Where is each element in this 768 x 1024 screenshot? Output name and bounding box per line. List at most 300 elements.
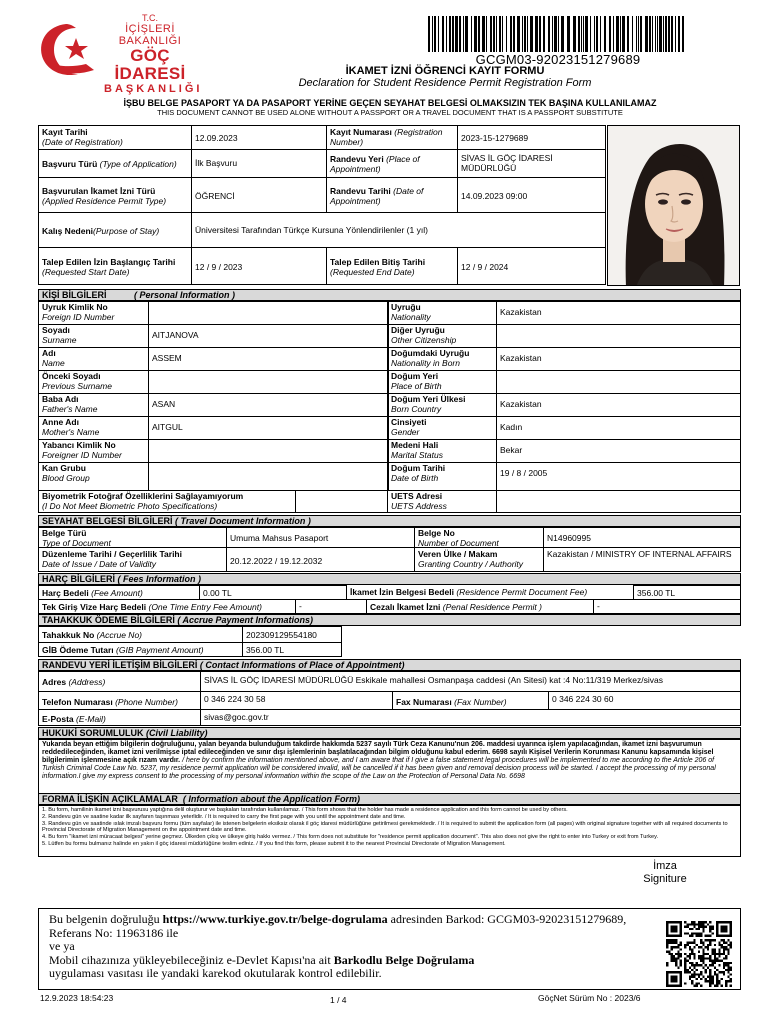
qr-module xyxy=(707,980,709,982)
qr-module xyxy=(673,980,675,982)
gib-label: GİB Ödeme Tutarı (GIB Payment Amount) xyxy=(38,642,243,657)
qr-module xyxy=(680,978,682,980)
qr-module xyxy=(712,962,714,964)
qr-module xyxy=(721,928,723,930)
birth-place-value xyxy=(496,370,741,394)
qr-module xyxy=(712,926,714,928)
qr-module xyxy=(696,923,698,925)
qr-module xyxy=(730,926,732,928)
qr-module xyxy=(712,976,714,978)
qr-module xyxy=(721,935,723,937)
qr-module xyxy=(680,935,682,937)
qr-module xyxy=(725,982,727,984)
qr-module xyxy=(707,967,709,969)
barcode-bar xyxy=(649,16,651,52)
qr-module xyxy=(718,935,720,937)
qr-module xyxy=(705,926,707,928)
qr-module xyxy=(702,953,704,955)
qr-module xyxy=(716,928,718,930)
qr-module xyxy=(673,926,675,928)
qr-module xyxy=(691,953,693,955)
qr-module xyxy=(712,932,714,934)
travel-section-header: SEYAHAT BELGESİ BİLGİLERİ ( Travel Document Information ) xyxy=(38,515,741,527)
qr-module xyxy=(700,955,702,957)
permit-type-label: Başvurulan İkamet İzni Türü (Applied Residence Permit Type) xyxy=(38,177,192,213)
qr-module xyxy=(725,985,727,987)
qr-module xyxy=(707,946,709,948)
app-type-value: İlk Başvuru xyxy=(191,149,327,178)
qr-module xyxy=(707,944,709,946)
qr-module xyxy=(709,955,711,957)
note-5: 5. Lütfen bu formu bulmanız halinde en yakın il göç idaresi müdürlüğüne teslim ediniz. / If you find this form, please submit it to the nearest Provincial Directorate of Migration Management. xyxy=(42,840,506,847)
qr-module xyxy=(691,923,693,925)
qr-module xyxy=(671,955,673,957)
qr-module xyxy=(686,932,688,934)
qr-module xyxy=(730,930,732,932)
qr-module xyxy=(712,953,714,955)
doc-no-value: N14960995 xyxy=(543,527,741,548)
qr-module xyxy=(675,953,677,955)
barcode-bar xyxy=(530,16,533,52)
qr-module xyxy=(730,935,732,937)
qr-module xyxy=(709,939,711,941)
nationality-label: Uyruğu Nationality xyxy=(387,301,497,325)
qr-module xyxy=(698,951,700,953)
qr-module xyxy=(714,967,716,969)
end-date-label: Talep Edilen Bitiş Tarihi (Requested End Date) xyxy=(326,247,458,285)
qr-module xyxy=(730,967,732,969)
qr-module xyxy=(673,971,675,973)
barcode-text: GCGM03-92023151279689 xyxy=(475,52,641,67)
qr-module xyxy=(723,971,725,973)
barcode-bar xyxy=(668,16,670,52)
purpose-value: Üniversitesi Tarafından Türkçe Kursuna Yönlendirilenler (1 yıl) xyxy=(191,212,606,248)
qr-module xyxy=(727,948,729,950)
qr-module xyxy=(718,982,720,984)
qr-module xyxy=(723,939,725,941)
barcode-bar xyxy=(675,16,676,52)
reg-date-value: 12.09.2023 xyxy=(191,125,327,150)
qr-module xyxy=(716,969,718,971)
qr-module xyxy=(689,953,691,955)
qr-module xyxy=(668,921,670,923)
qr-module xyxy=(707,976,709,978)
appt-place-label: Randevu Yeri (Place of Appointment) xyxy=(326,149,458,178)
qr-module xyxy=(671,926,673,928)
barcode-bar xyxy=(432,16,433,52)
reg-date-label: Kayıt Tarihi (Date of Registration) xyxy=(38,125,192,150)
qr-module xyxy=(671,978,673,980)
qr-module xyxy=(705,939,707,941)
surname-label: Soyadı Surname xyxy=(38,324,149,348)
barcode-bar xyxy=(678,16,680,52)
barcode-bar xyxy=(636,16,637,52)
barcode-bar xyxy=(438,16,439,52)
note-1: 1. Bu form, hamilinin ikamet izni başvurusu yaptığına delil oluşturur ve başkaları tarafından kullanılamaz. / This form shows that the holder has made a residence application and this form cannot be used by others. xyxy=(42,807,568,813)
email-value: sivas@goc.gov.tr xyxy=(200,709,741,726)
qr-module xyxy=(673,935,675,937)
address-label: Adres (Address) xyxy=(38,671,201,692)
qr-module xyxy=(718,944,720,946)
qr-module xyxy=(686,923,688,925)
qr-module xyxy=(700,971,702,973)
qr-module xyxy=(705,957,707,959)
qr-module xyxy=(700,973,702,975)
contact-section-header: RANDEVU YERİ İLETİŞİM BİLGİLERİ ( Contact Informations of Place of Appointment) xyxy=(38,659,741,671)
qr-module xyxy=(698,976,700,978)
qr-module xyxy=(671,985,673,987)
qr-module xyxy=(723,928,725,930)
qr-module xyxy=(725,926,727,928)
doc-fee-label: İkamet İzin Belgesi Bedeli (Residence Permit Document Fee) xyxy=(346,585,634,600)
qr-module xyxy=(693,964,695,966)
qr-module xyxy=(709,960,711,962)
qr-module xyxy=(714,985,716,987)
qr-module xyxy=(689,971,691,973)
qr-module xyxy=(693,957,695,959)
qr-module xyxy=(723,948,725,950)
qr-module xyxy=(677,946,679,948)
qr-module xyxy=(723,951,725,953)
qr-module xyxy=(666,964,668,966)
qr-module xyxy=(684,932,686,934)
barcode-bar xyxy=(434,16,436,52)
qr-module xyxy=(689,928,691,930)
qr-module xyxy=(671,941,673,943)
qr-module xyxy=(702,928,704,930)
qr-module xyxy=(693,941,695,943)
qr-module xyxy=(730,969,732,971)
qr-module xyxy=(725,957,727,959)
qr-module xyxy=(705,980,707,982)
qr-module xyxy=(675,935,677,937)
qr-module xyxy=(666,982,668,984)
gib-value: 356.00 TL xyxy=(242,642,342,657)
qr-module xyxy=(698,923,700,925)
qr-module xyxy=(709,928,711,930)
qr-module xyxy=(700,978,702,980)
qr-module xyxy=(671,930,673,932)
qr-module xyxy=(677,967,679,969)
fees-section-header: HARÇ BİLGİLERİ ( Fees Information ) xyxy=(38,573,741,585)
qr-module xyxy=(680,955,682,957)
qr-module xyxy=(707,953,709,955)
barcode-bar xyxy=(585,16,588,52)
qr-module xyxy=(727,976,729,978)
barcode-bar xyxy=(640,16,642,52)
qr-module xyxy=(673,955,675,957)
qr-module xyxy=(727,953,729,955)
qr-module xyxy=(680,921,682,923)
qr-module xyxy=(684,967,686,969)
qr-module xyxy=(689,957,691,959)
barcode-bar xyxy=(622,16,625,52)
qr-module xyxy=(698,957,700,959)
biometric-label: Biyometrik Fotoğraf Özelliklerini Sağlayamıyorum (I Do Not Meet Biometric Photo Specifications) xyxy=(38,490,296,513)
qr-module xyxy=(666,978,668,980)
qr-module xyxy=(700,960,702,962)
qr-module xyxy=(673,939,675,941)
qr-module xyxy=(707,923,709,925)
qr-module xyxy=(712,960,714,962)
qr-module xyxy=(718,964,720,966)
qr-module xyxy=(716,982,718,984)
qr-module xyxy=(712,939,714,941)
logo-text xyxy=(104,13,203,95)
mother-value: AITGUL xyxy=(148,416,389,440)
qr-module xyxy=(714,962,716,964)
qr-module xyxy=(705,946,707,948)
qr-module xyxy=(680,976,682,978)
prev-surname-value xyxy=(148,370,389,394)
barcode-bar xyxy=(659,16,662,52)
qr-module xyxy=(702,944,704,946)
doc-no-label: Belge No Number of Document xyxy=(414,527,544,548)
qr-module xyxy=(721,978,723,980)
visa-fee-value: - xyxy=(295,599,367,614)
qr-module xyxy=(677,955,679,957)
qr-module xyxy=(730,978,732,980)
qr-module xyxy=(725,930,727,932)
qr-module xyxy=(671,946,673,948)
qr-module xyxy=(716,985,718,987)
qr-module xyxy=(671,928,673,930)
personal-section-header: KİŞİ BİLGİLERİ ( Personal Information ) xyxy=(38,289,741,301)
other-cit-label: Diğer Uyruğu Other Citizenship xyxy=(387,324,497,348)
note-3: 3. Randevu gün ve saatinde ıslak imzalı başvuru formu (tüm sayfalar) ile istenen belgelerin eksiksiz olarak il göç idaresi müdürlüğüne getirilmesi gerekmektedir. / It is required to submit the application form (all pages) with original signature together with all required documents to Provincial Directorate of Migration Management on the appointment date and time. xyxy=(42,820,728,834)
qr-module xyxy=(709,930,711,932)
qr-module xyxy=(702,926,704,928)
qr-module xyxy=(714,957,716,959)
qr-module xyxy=(712,948,714,950)
qr-module xyxy=(702,948,704,950)
qr-module xyxy=(696,982,698,984)
qr-module xyxy=(671,971,673,973)
qr-module xyxy=(698,935,700,937)
qr-module xyxy=(700,957,702,959)
barcode-bar xyxy=(627,16,629,52)
qr-module xyxy=(702,957,704,959)
qr-module xyxy=(673,960,675,962)
qr-module xyxy=(716,957,718,959)
footer-datetime: 12.9.2023 18:54:23 xyxy=(40,993,114,1003)
barcode-bar xyxy=(671,16,673,52)
barcode-bar xyxy=(496,16,497,52)
qr-module xyxy=(691,948,693,950)
qr-module xyxy=(716,973,718,975)
qr-module xyxy=(680,980,682,982)
qr-module xyxy=(712,951,714,953)
barcode-bar xyxy=(620,16,621,52)
penal-value: - xyxy=(593,599,741,614)
qr-module xyxy=(666,926,668,928)
qr-module xyxy=(714,960,716,962)
qr-module xyxy=(723,973,725,975)
signature-label-en: Signiture xyxy=(643,873,687,885)
qr-module xyxy=(714,944,716,946)
qr-module xyxy=(673,921,675,923)
name-label: Adı Name xyxy=(38,347,149,371)
barcode-bar xyxy=(552,16,553,52)
qr-module xyxy=(671,980,673,982)
barcode-bar xyxy=(539,16,541,52)
qr-module xyxy=(707,948,709,950)
qr-module xyxy=(702,930,704,932)
qr-module xyxy=(698,932,700,934)
qr-module xyxy=(680,944,682,946)
qr-module xyxy=(666,932,668,934)
qr-module xyxy=(696,985,698,987)
doc-fee-value: 356.00 TL xyxy=(633,585,741,600)
father-label: Baba Adı Father's Name xyxy=(38,393,149,417)
qr-module xyxy=(675,921,677,923)
qr-module xyxy=(675,964,677,966)
qr-module xyxy=(707,935,709,937)
barcode-bar xyxy=(449,16,451,52)
barcode-bar xyxy=(594,16,595,52)
qr-module xyxy=(709,957,711,959)
qr-module xyxy=(666,939,668,941)
qr-module xyxy=(723,946,725,948)
qr-module xyxy=(671,935,673,937)
name-value: ASSEM xyxy=(148,347,389,371)
qr-module xyxy=(673,976,675,978)
dob-value: 19 / 8 / 2005 xyxy=(496,462,741,491)
qr-module xyxy=(684,926,686,928)
qr-module xyxy=(702,967,704,969)
qr-module xyxy=(707,939,709,941)
qr-module xyxy=(693,923,695,925)
qr-module xyxy=(686,941,688,943)
qr-module xyxy=(718,921,720,923)
warning-text: İŞBU BELGE PASAPORT YA DA PASAPORT YERİNE GEÇEN SEYAHAT BELGESİ OLMAKSIZIN TEK BAŞINA KULLANILAMAZ xyxy=(123,98,657,108)
qr-module xyxy=(716,953,718,955)
qr-module xyxy=(718,941,720,943)
qr-module xyxy=(705,953,707,955)
qr-module xyxy=(709,982,711,984)
qr-module xyxy=(691,941,693,943)
barcode-bar xyxy=(502,16,503,52)
qr-module xyxy=(725,946,727,948)
qr-module xyxy=(700,985,702,987)
fee-label: Harç Bedeli (Fee Amount) xyxy=(38,585,200,600)
qr-module xyxy=(691,921,693,923)
qr-module xyxy=(716,921,718,923)
barcode-bar xyxy=(493,16,495,52)
note-2: 2. Randevu gün ve saatine kadar ilk sayfanın taşınması yeterlidir. / It is required to carry the first page with you until the appointment date and time. xyxy=(42,813,406,820)
qr-module xyxy=(680,962,682,964)
accrue-section-header: TAHAKKUK ÖDEME BİLGİLERİ ( Accrue Payment Informations) xyxy=(38,614,741,626)
qr-module xyxy=(666,930,668,932)
qr-module xyxy=(727,964,729,966)
qr-module xyxy=(671,939,673,941)
qr-module xyxy=(709,941,711,943)
qr-module xyxy=(696,962,698,964)
phone-value: 0 346 224 30 58 xyxy=(200,691,393,710)
qr-module xyxy=(700,932,702,934)
qr-module xyxy=(698,926,700,928)
qr-module xyxy=(666,985,668,987)
qr-module xyxy=(700,921,702,923)
father-value: ASAN xyxy=(148,393,389,417)
qr-module xyxy=(680,941,682,943)
barcode-bar xyxy=(554,16,557,52)
barcode-bar xyxy=(567,16,570,52)
qr-module xyxy=(725,928,727,930)
qr-module xyxy=(712,980,714,982)
qr-module xyxy=(723,935,725,937)
uets-label: UETS Adresi UETS Address xyxy=(387,490,497,513)
barcode-bar xyxy=(573,16,576,52)
qr-module xyxy=(730,932,732,934)
qr-module xyxy=(714,939,716,941)
barcode-bar xyxy=(465,16,468,52)
qr-module xyxy=(671,976,673,978)
qr-module xyxy=(686,960,688,962)
qr-module xyxy=(666,923,668,925)
penal-label: Cezalı İkamet İzni (Penal Residence Permit ) xyxy=(366,599,594,614)
qr-module xyxy=(730,923,732,925)
born-nat-label: Doğumdaki Uyruğu Nationality in Born xyxy=(387,347,497,371)
qr-module xyxy=(709,926,711,928)
biometric-checkbox[interactable] xyxy=(295,490,388,513)
qr-module xyxy=(668,953,670,955)
birth-place-label: Doğum Yeri Place of Birth xyxy=(387,370,497,394)
qr-module xyxy=(702,941,704,943)
barcode-bar xyxy=(616,16,619,52)
qr-module xyxy=(680,973,682,975)
qr-module xyxy=(730,985,732,987)
barcode-bar xyxy=(663,16,664,52)
doc-type-label: Belge Türü Type of Document xyxy=(38,527,227,548)
qr-module xyxy=(693,953,695,955)
qr-module xyxy=(698,921,700,923)
barcode-bar xyxy=(506,16,507,52)
barcode-bar xyxy=(524,16,526,52)
qr-module xyxy=(723,962,725,964)
qr-module xyxy=(705,921,707,923)
qr-module xyxy=(673,930,675,932)
qr-module xyxy=(677,951,679,953)
barcode-bar xyxy=(600,16,601,52)
qr-module xyxy=(723,926,725,928)
signature-label: İmza xyxy=(653,860,677,872)
barcode-bar xyxy=(452,16,454,52)
qr-module xyxy=(700,923,702,925)
qr-module xyxy=(693,985,695,987)
qr-module xyxy=(673,928,675,930)
country-value: Kazakistan / MINISTRY OF INTERNAL AFFAIRS xyxy=(543,547,741,572)
issue-date-label: Düzenleme Tarihi / Geçerlilik Tarihi Date of Issue / Date of Validity xyxy=(38,547,227,572)
qr-module xyxy=(668,985,670,987)
qr-module xyxy=(686,971,688,973)
permit-type-value: ÖĞRENCİ xyxy=(191,177,327,213)
qr-module xyxy=(666,973,668,975)
qr-module xyxy=(691,973,693,975)
qr-module xyxy=(725,955,727,957)
qr-module xyxy=(666,928,668,930)
gender-value: Kadın xyxy=(496,416,741,440)
born-nat-value: Kazakistan xyxy=(496,347,741,371)
qr-module xyxy=(730,980,732,982)
verification-link[interactable]: https://www.turkiye.gov.tr/belge-dogrulama xyxy=(162,912,388,926)
qr-module xyxy=(709,971,711,973)
qr-module xyxy=(709,976,711,978)
qr-module xyxy=(689,976,691,978)
qr-module xyxy=(721,939,723,941)
qr-module xyxy=(709,921,711,923)
qr-module xyxy=(675,939,677,941)
